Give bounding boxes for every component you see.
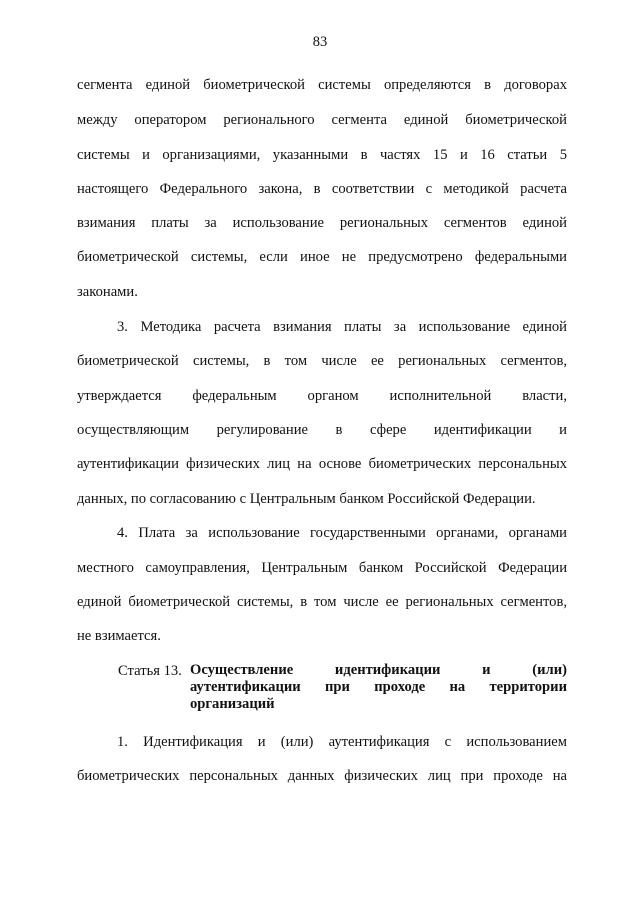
text-line: законами. (77, 284, 138, 300)
text-line: между оператором регионального сегмента единой биометрической (77, 112, 567, 128)
text-line: биометрической системы, в том числе ее региональных сегментов, (77, 353, 567, 369)
text-line: сегмента единой биометрической системы определяются в договорах (77, 77, 567, 93)
text-line: данных, по согласованию с Центральным банком Российской Федерации. (77, 491, 536, 507)
text-line: системы и организациями, указанными в частях 15 и 16 статьи 5 (77, 147, 567, 163)
paragraph-4-first-line: 4. Плата за использование государственными органами, органами (117, 525, 567, 541)
text-line: утверждается федеральным органом исполнительной власти, (77, 388, 567, 404)
text-line: биометрических персональных данных физических лиц при проходе на (77, 768, 567, 784)
text-line: настоящего Федерального закона, в соответствии с методикой расчета (77, 181, 567, 197)
text-line: осуществляющим регулирование в сфере идентификации и (77, 422, 567, 438)
article-label: Статья 13. (118, 663, 182, 679)
text-line: аутентификации физических лиц на основе биометрических персональных (77, 456, 567, 472)
article-title-line: аутентификации при проходе на территории (190, 679, 567, 695)
text-line: биометрической системы, если иное не предусмотрено федеральными (77, 249, 567, 265)
text-line: местного самоуправления, Центральным банком Российской Федерации (77, 560, 567, 576)
text-line: единой биометрической системы, в том числе ее региональных сегментов, (77, 594, 567, 610)
article-13-paragraph-1-first-line: 1. Идентификация и (или) аутентификация с использованием (117, 734, 567, 750)
paragraph-3-first-line: 3. Методика расчета взимания платы за использование единой (117, 319, 567, 335)
page-number: 83 (312, 34, 328, 50)
text-line: не взимается. (77, 628, 161, 644)
article-title-line: Осуществление идентификации и (или) (190, 662, 567, 678)
text-line: взимания платы за использование региональных сегментов единой (77, 215, 567, 231)
article-title-line: организаций (190, 696, 275, 712)
